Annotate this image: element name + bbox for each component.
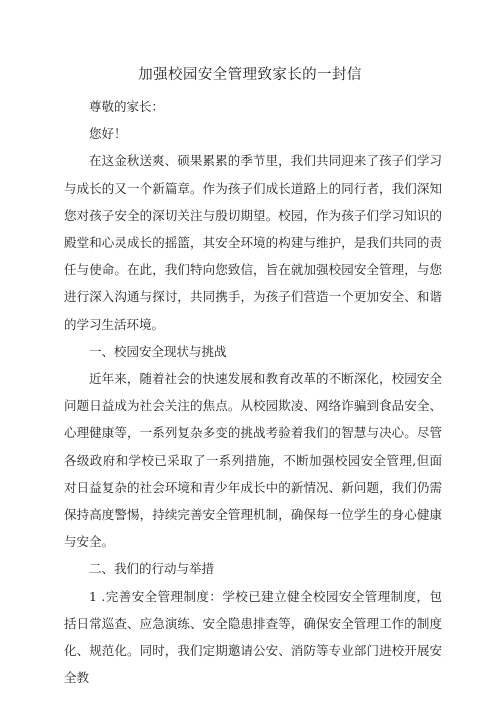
intro-paragraph: 在这金秋送爽、硕果累累的季节里，我们共同迎来了孩子们学习与成长的又一个新篇章。作为孩子们成长道路上的同行者，我们深知您对孩子安全的深切关注与殷切期望。校园，作为孩子们学习知识的殿堂和心灵成长的摇篮，其安全环境的构建与维护，是我们共同的责任与使命。在此，我们特向您致信，旨在就加强校园安全管理，与您进行深入沟通与探讨，共同携手，为孩子们营造一个更加安全、和谐的学习生活环境。 bbox=[64, 153, 442, 332]
section-paragraph-1: 近年来，随着社会的快速发展和教育改革的不断深化，校园安全问题日益成为社会关注的焦点。从校园欺凌、网络诈骗到食品安全、心理健康等，一系列复杂多变的挑战考验着我们的智慧与决心。尽管各级政府和学校已采取了一系列措施，不断加强校园安全管理,但面对日益复杂的社会环境和青少年成长中的新情况、新问题，我们仍需保持高度警惕，持续完善安全管理机制，确保每一位学生的身心健康与安全。 bbox=[64, 371, 442, 550]
letter-body bbox=[64, 93, 442, 691]
greeting: 您好！ bbox=[89, 126, 127, 142]
section-heading-1: 一、校园安全现状与挑战 bbox=[89, 343, 227, 359]
salutation: 尊敬的家长： bbox=[89, 99, 165, 114]
letter-title: 加强校园安全管理致家长的一封信 bbox=[138, 67, 362, 83]
section-heading-2: 二、我们的行动与举措 bbox=[89, 561, 215, 577]
section-item-1: 1 .完善安全管理制度：学校已建立健全校园安全管理制度，包括日常巡查、应急演练、安全隐患排查等，确保安全管理工作的制度化、规范化。同时，我们定期邀请公安、消防等专业部门进校开展安全教 bbox=[64, 588, 442, 686]
